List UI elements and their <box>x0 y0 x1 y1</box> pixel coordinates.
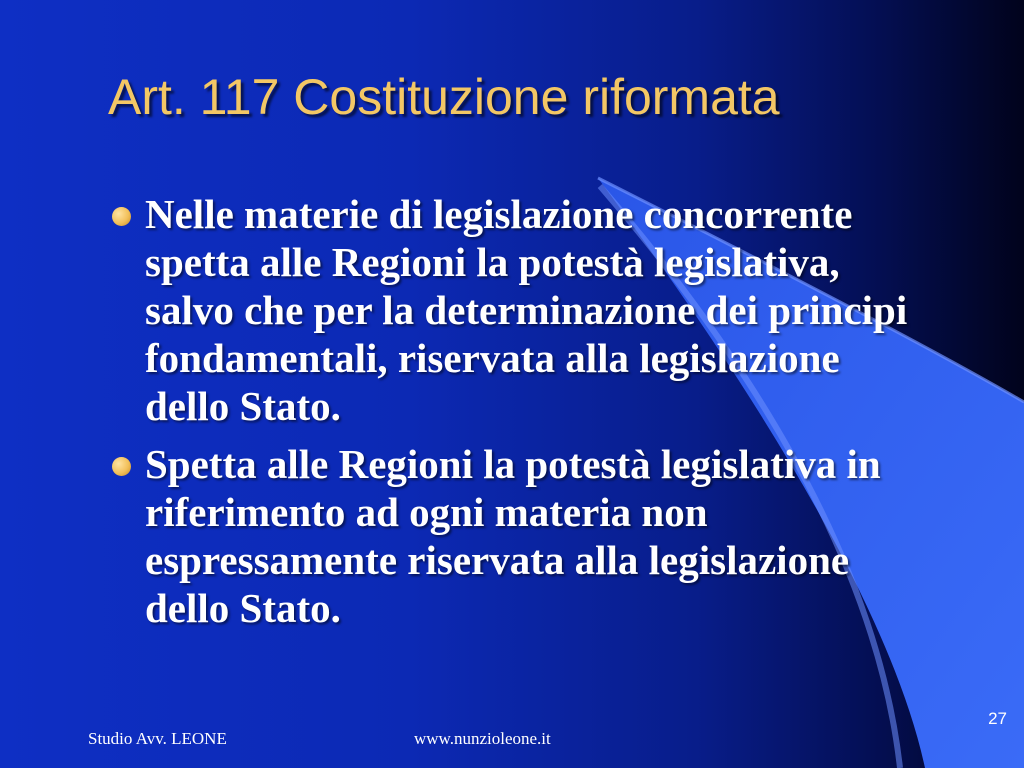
bullet-dot-icon <box>112 207 131 226</box>
footer-author: Studio Avv. LEONE <box>88 729 227 748</box>
bullet-list <box>108 190 908 642</box>
bullet-text: Spetta alle Regioni la potestà legislativa in riferimento ad ogni materia non espressamente riservata alla legislazione dello Stato. <box>145 441 881 631</box>
bullet-item <box>108 440 908 632</box>
bullet-dot-icon <box>112 457 131 476</box>
slide-title: Art. 117 Costituzione riformata <box>108 69 780 125</box>
bullet-text: Nelle materie di legislazione concorrente spetta alle Regioni la potestà legislativa, salvo che per la determinazione dei principi fondamentali, riservata alla legislazione dello Stato. <box>145 191 908 429</box>
bullet-item <box>108 190 908 430</box>
footer-website: www.nunzioleone.it <box>414 729 551 748</box>
page-number: 27 <box>988 709 1007 728</box>
